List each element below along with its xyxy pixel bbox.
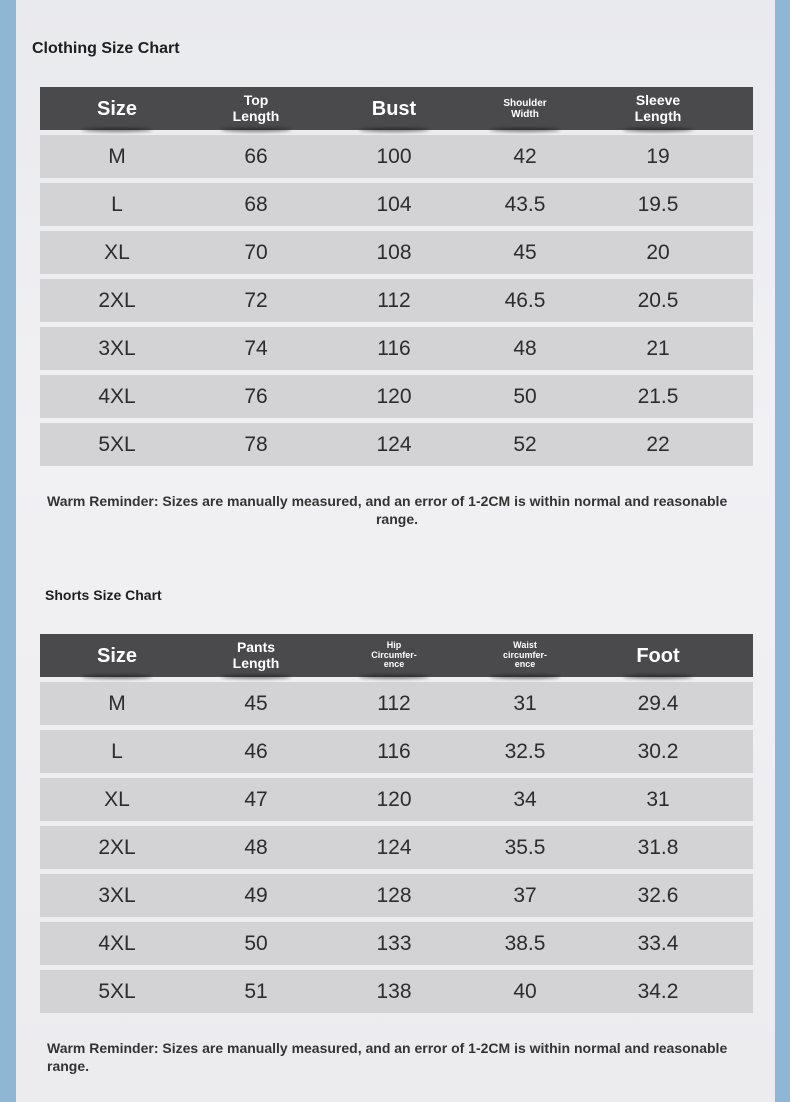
table-cell: 40 xyxy=(513,979,537,1003)
table-cell: 19 xyxy=(646,144,670,168)
shorts-warm-reminder: Warm Reminder: Sizes are manually measured, and an error of 1-2CM is within normal and reasonable range. xyxy=(47,1040,728,1074)
table-cell: 32.6 xyxy=(637,883,679,907)
table-cell: 45 xyxy=(513,240,537,264)
table-cell: 52 xyxy=(513,432,537,456)
table-row xyxy=(40,874,753,917)
table-cell: 29.4 xyxy=(637,691,679,715)
table-row xyxy=(40,423,753,466)
table-cell: 22 xyxy=(646,432,670,456)
table-cell: 116 xyxy=(377,739,411,763)
table-row xyxy=(40,327,753,370)
table-cell: 2XL xyxy=(98,288,136,312)
table-cell: 3XL xyxy=(98,336,136,360)
table-cell: 34 xyxy=(513,787,537,811)
table-cell: 3XL xyxy=(98,883,136,907)
table-cell: 48 xyxy=(513,336,537,360)
table-row xyxy=(40,375,753,418)
header-top-length: Top Length xyxy=(214,87,298,130)
table-cell: XL xyxy=(104,787,130,811)
header-size: Size xyxy=(75,634,159,677)
table-cell: 74 xyxy=(244,336,268,360)
table-cell: 33.4 xyxy=(637,931,679,955)
table-cell: 43.5 xyxy=(504,192,546,216)
table-cell: 112 xyxy=(377,288,411,312)
table-row xyxy=(40,135,753,178)
table-cell: 2XL xyxy=(98,835,136,859)
table-cell: 70 xyxy=(244,240,268,264)
table-cell: 124 xyxy=(376,432,412,456)
table-cell: 128 xyxy=(376,883,412,907)
table-row xyxy=(40,970,753,1013)
table-cell: 46.5 xyxy=(504,288,546,312)
header-hip-circumference: Hip Circumfer- ence xyxy=(352,634,436,677)
table-cell: 46 xyxy=(244,739,268,763)
header-bust: Bust xyxy=(352,87,436,130)
size-chart-page xyxy=(16,0,775,1102)
table-cell: 32.5 xyxy=(504,739,546,763)
table-cell: 133 xyxy=(376,931,412,955)
table-cell: 37 xyxy=(513,883,537,907)
table-cell: 50 xyxy=(513,384,537,408)
header-shoulder-width: Shoulder Width xyxy=(483,87,567,130)
table-cell: 50 xyxy=(244,931,268,955)
table-cell: 124 xyxy=(376,835,412,859)
table-cell: 31.8 xyxy=(637,835,679,859)
table-cell: 4XL xyxy=(98,384,136,408)
clothing-size-chart-title: Clothing Size Chart xyxy=(32,40,180,57)
header-foot: Foot xyxy=(616,634,700,677)
table-cell: 138 xyxy=(376,979,412,1003)
header-size: Size xyxy=(75,87,159,130)
table-cell: 49 xyxy=(244,883,268,907)
table-cell: L xyxy=(111,192,123,216)
table-cell: 120 xyxy=(376,787,412,811)
table-row xyxy=(40,279,753,322)
table-cell: M xyxy=(108,144,126,168)
table-row xyxy=(40,183,753,226)
table-cell: 34.2 xyxy=(637,979,679,1003)
table-cell: 38.5 xyxy=(504,931,546,955)
shorts-size-chart-title: Shorts Size Chart xyxy=(45,587,162,603)
clothing-table-header xyxy=(40,87,753,130)
table-cell: 21 xyxy=(646,336,670,360)
table-cell: 19.5 xyxy=(637,192,679,216)
table-cell: 35.5 xyxy=(504,835,546,859)
table-cell: 68 xyxy=(244,192,268,216)
table-cell: 120 xyxy=(376,384,412,408)
table-row xyxy=(40,231,753,274)
table-cell: 20.5 xyxy=(637,288,679,312)
shorts-size-table xyxy=(40,634,753,1013)
header-pants-length: Pants Length xyxy=(214,634,298,677)
table-cell: 112 xyxy=(377,691,411,715)
table-cell: 51 xyxy=(244,979,268,1003)
shorts-table-header xyxy=(40,634,753,677)
table-cell: XL xyxy=(104,240,130,264)
table-cell: 42 xyxy=(513,144,537,168)
clothing-size-table xyxy=(40,87,753,466)
table-cell: 116 xyxy=(377,336,411,360)
table-cell: M xyxy=(108,691,126,715)
table-row xyxy=(40,826,753,869)
table-cell: 76 xyxy=(244,384,268,408)
table-cell: 4XL xyxy=(98,931,136,955)
table-cell: 66 xyxy=(244,144,268,168)
table-cell: 45 xyxy=(244,691,268,715)
table-cell: 5XL xyxy=(98,979,136,1003)
table-row xyxy=(40,730,753,773)
header-waist-circumference: Waist circumfer- ence xyxy=(483,634,567,677)
table-cell: 31 xyxy=(513,691,537,715)
table-cell: 31 xyxy=(646,787,670,811)
table-cell: 20 xyxy=(646,240,670,264)
table-cell: L xyxy=(111,739,123,763)
header-sleeve-length: Sleeve Length xyxy=(616,87,700,130)
table-cell: 30.2 xyxy=(637,739,679,763)
table-cell: 108 xyxy=(376,240,412,264)
table-cell: 104 xyxy=(376,192,412,216)
table-cell: 47 xyxy=(244,787,268,811)
table-row xyxy=(40,778,753,821)
clothing-warm-reminder: Warm Reminder: Sizes are manually measured, and an error of 1-2CM is within normal and reasonable range. xyxy=(47,493,728,527)
table-cell: 5XL xyxy=(98,432,136,456)
table-cell: 72 xyxy=(244,288,268,312)
table-row xyxy=(40,922,753,965)
table-cell: 78 xyxy=(244,432,268,456)
table-row xyxy=(40,682,753,725)
table-cell: 100 xyxy=(376,144,412,168)
table-cell: 48 xyxy=(244,835,268,859)
table-cell: 21.5 xyxy=(637,384,679,408)
